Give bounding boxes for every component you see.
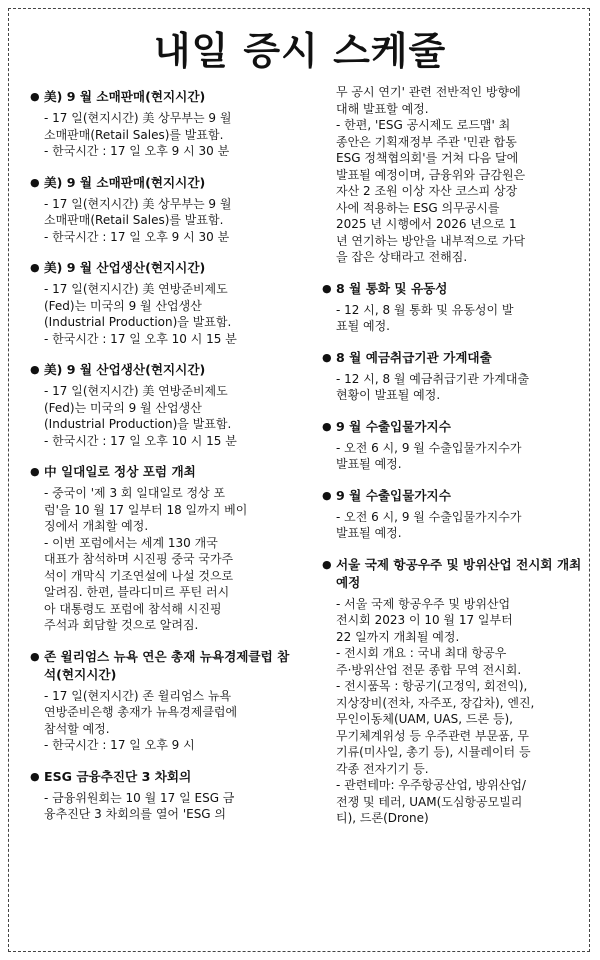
bullet-icon: ● <box>322 281 332 295</box>
heading-text: 9 월 수출입물가지수 <box>336 418 451 434</box>
detail-line: 을 잡은 상태라고 전해짐. <box>336 250 468 264</box>
schedule-item <box>30 768 300 823</box>
schedule-item-heading <box>322 418 584 436</box>
schedule-item <box>30 174 300 246</box>
detail-line: 22 일까지 개최될 예정. <box>336 629 460 644</box>
detail-line: 징에서 개최할 예정. <box>44 519 149 533</box>
detail-line: - 17 일(현지시간) 美 연방준비제도 <box>44 282 228 296</box>
detail-line: - 오전 6 시, 9 월 수출입물가지수가 <box>336 440 522 455</box>
schedule-item-heading <box>30 259 300 277</box>
detail-line: 티), 드론(Drone) <box>336 811 429 825</box>
bullet-icon: ● <box>322 488 332 502</box>
bullet-icon: ● <box>322 350 332 364</box>
detail-line: 사에 적용하는 ESG 의무공시를 <box>336 200 500 215</box>
detail-line: 소매판매(Retail Sales)를 발표함. <box>44 127 224 142</box>
schedule-item <box>322 556 584 827</box>
schedule-item-heading <box>30 648 300 684</box>
schedule-item-heading <box>322 280 584 298</box>
detail-line: 아 대통령도 포럼에 참석해 시진핑 <box>44 601 222 616</box>
detail-line: 2025 년 시행에서 2026 년으로 1 <box>336 217 517 231</box>
detail-line: 년 연기하는 방안을 내부적으로 가닥 <box>336 233 526 248</box>
detail-line: - 한국시간 : 17 일 오후 10 시 15 분 <box>44 433 237 448</box>
schedule-item <box>30 259 300 347</box>
detail-line: (Fed)는 미국의 9 월 산업생산 <box>44 298 202 313</box>
detail-line: 발표될 예정이며, 금융위와 금감원은 <box>336 167 526 182</box>
bullet-icon: ● <box>30 261 40 274</box>
detail-line: (Industrial Production)을 발표함. <box>44 315 232 329</box>
detail-line: (Fed)는 미국의 9 월 산업생산 <box>44 400 202 415</box>
detail-line: - 관련테마: 우주항공산업, 방위산업/ <box>336 778 526 792</box>
schedule-item-heading <box>322 487 584 505</box>
bullet-icon: ● <box>30 363 40 376</box>
heading-text: 美) 9 월 소매판매(현지시간) <box>44 89 206 104</box>
right-column <box>322 84 584 841</box>
heading-text: 9 월 수출입물가지수 <box>336 487 451 503</box>
detail-line: 참석할 예정. <box>44 721 110 736</box>
schedule-item <box>30 88 300 160</box>
schedule-item <box>322 280 584 335</box>
heading-text: 美) 9 월 산업생산(현지시간) <box>44 260 206 275</box>
heading-text: 美) 9 월 산업생산(현지시간) <box>44 362 206 377</box>
bullet-icon: ● <box>30 90 40 103</box>
bullet-icon: ● <box>322 419 332 433</box>
detail-line: 알려짐. 한편, 블라디미르 푸틴 러시 <box>44 585 230 599</box>
detail-line: 종안은 기획재정부 주관 '민관 합동 <box>336 134 517 149</box>
detail-line: 무기체계위성 등 우주관련 부문품, 무 <box>336 728 529 743</box>
detail-line: 발표될 예정. <box>336 526 402 540</box>
left-column <box>30 88 300 837</box>
schedule-item <box>322 84 584 266</box>
detail-line: 전시회 2023 이 10 월 17 일부터 <box>336 613 513 627</box>
heading-text: 8 월 예금취급기관 가계대출 <box>336 349 492 365</box>
detail-line: 무인이동체(UAM, UAS, 드론 등), <box>336 712 513 726</box>
heading-text: ESG 금융추진단 3 차회의 <box>44 768 192 784</box>
detail-line: ESG 정책협의회'를 거쳐 다음 달에 <box>336 151 519 165</box>
detail-line: - 금융위원회는 10 월 17 일 ESG 금 <box>44 790 235 805</box>
detail-line: 자산 2 조원 이상 자산 코스피 상장 <box>336 184 518 198</box>
bullet-icon: ● <box>30 649 40 663</box>
detail-line: - 12 시, 8 월 통화 및 유동성이 발 <box>336 302 514 317</box>
schedule-item <box>322 487 584 542</box>
heading-text: 8 월 통화 및 유동성 <box>336 280 448 296</box>
schedule-item-heading <box>30 361 300 379</box>
bullet-icon: ● <box>30 465 40 478</box>
detail-line: - 한국시간 : 17 일 오후 9 시 30 분 <box>44 229 230 244</box>
detail-line: - 한편, 'ESG 공시제도 로드맵' 최 <box>336 118 511 132</box>
detail-line: 대해 발표할 예정. <box>336 101 429 116</box>
detail-line: - 오전 6 시, 9 월 수출입물가지수가 <box>336 509 522 524</box>
schedule-item-heading <box>30 174 300 192</box>
bullet-icon: ● <box>30 175 40 189</box>
detail-line: - 한국시간 : 17 일 오후 9 시 30 분 <box>44 144 230 158</box>
schedule-item <box>30 463 300 634</box>
detail-line: - 17 일(현지시간) 美 연방준비제도 <box>44 384 228 398</box>
schedule-item <box>322 349 584 404</box>
detail-line: - 17 일(현지시간) 美 상무부는 9 월 <box>44 196 232 211</box>
detail-line: 무 공시 연기' 관련 전반적인 방향에 <box>336 85 521 99</box>
heading-text: 서울 국제 항공우주 및 방위산업 전시회 개최 예정 <box>336 556 582 590</box>
heading-text: 中 일대일로 정상 포럼 개최 <box>44 464 196 479</box>
detail-line: - 전시품목 : 항공기(고정익, 회전익), <box>336 679 528 693</box>
detail-line: 연방준비은행 총재가 뉴욕경제클럽에 <box>44 705 238 719</box>
detail-line: 대표가 참석하며 시진핑 중국 국가주 <box>44 552 234 566</box>
page-title: 내일 증시 스케줄 <box>153 29 447 73</box>
heading-text: 존 윌리엄스 뉴욕 연은 총재 뉴욕경제클럽 참석(현지시간) <box>44 648 290 682</box>
schedule-item <box>30 361 300 449</box>
schedule-item <box>30 648 300 754</box>
detail-line: 럼'을 10 월 17 일부터 18 일까지 베이 <box>44 502 248 517</box>
heading-text: 美) 9 월 소매판매(현지시간) <box>44 174 206 190</box>
bullet-icon: ● <box>322 557 332 571</box>
detail-line: 현황이 발표될 예정. <box>336 388 441 402</box>
detail-line: - 17 일(현지시간) 美 상무부는 9 월 <box>44 111 232 125</box>
detail-line: - 중국이 '제 3 회 일대일로 정상 포 <box>44 486 226 500</box>
schedule-item-heading <box>30 463 300 481</box>
detail-line: 각종 전자기기 등. <box>336 761 429 776</box>
detail-line: - 서울 국제 항공우주 및 방위산업 <box>336 596 511 611</box>
detail-line: 전쟁 및 테러, UAM(도심항공모빌리 <box>336 794 523 809</box>
detail-line: - 17 일(현지시간) 존 윌리엄스 뉴욕 <box>44 688 232 703</box>
schedule-item <box>322 418 584 473</box>
detail-line: (Industrial Production)을 발표함. <box>44 417 232 431</box>
detail-line: - 한국시간 : 17 일 오후 9 시 <box>44 738 195 752</box>
detail-line: 표될 예정. <box>336 319 390 333</box>
detail-line: 지상장비(전차, 자주포, 장갑차), 엔진, <box>336 695 535 710</box>
detail-line: - 이번 포럼에서는 세계 130 개국 <box>44 535 218 550</box>
detail-line: - 12 시, 8 월 예금취급기관 가계대출 <box>336 371 530 386</box>
schedule-item-heading <box>30 88 300 106</box>
detail-line: 주석과 회담할 것으로 알려짐. <box>44 618 199 632</box>
detail-line: 소매판매(Retail Sales)를 발표함. <box>44 213 224 227</box>
schedule-item-heading <box>30 768 300 786</box>
schedule-item-heading <box>322 349 584 367</box>
detail-line: 기류(미사일, 총기 등), 시뮬레이터 등 <box>336 745 531 759</box>
schedule-item-heading <box>322 556 584 592</box>
detail-line: 융추진단 3 차회의를 열어 'ESG 의 <box>44 807 227 821</box>
bullet-icon: ● <box>30 769 40 783</box>
detail-line: 주·방위산업 전문 종합 무역 전시회. <box>336 662 522 677</box>
detail-line: 석이 개막식 기조연설에 나설 것으로 <box>44 568 234 583</box>
detail-line: - 전시회 개요 : 국내 최대 항공우 <box>336 646 507 660</box>
detail-line: 발표될 예정. <box>336 457 402 471</box>
detail-line: - 한국시간 : 17 일 오후 10 시 15 분 <box>44 331 237 346</box>
